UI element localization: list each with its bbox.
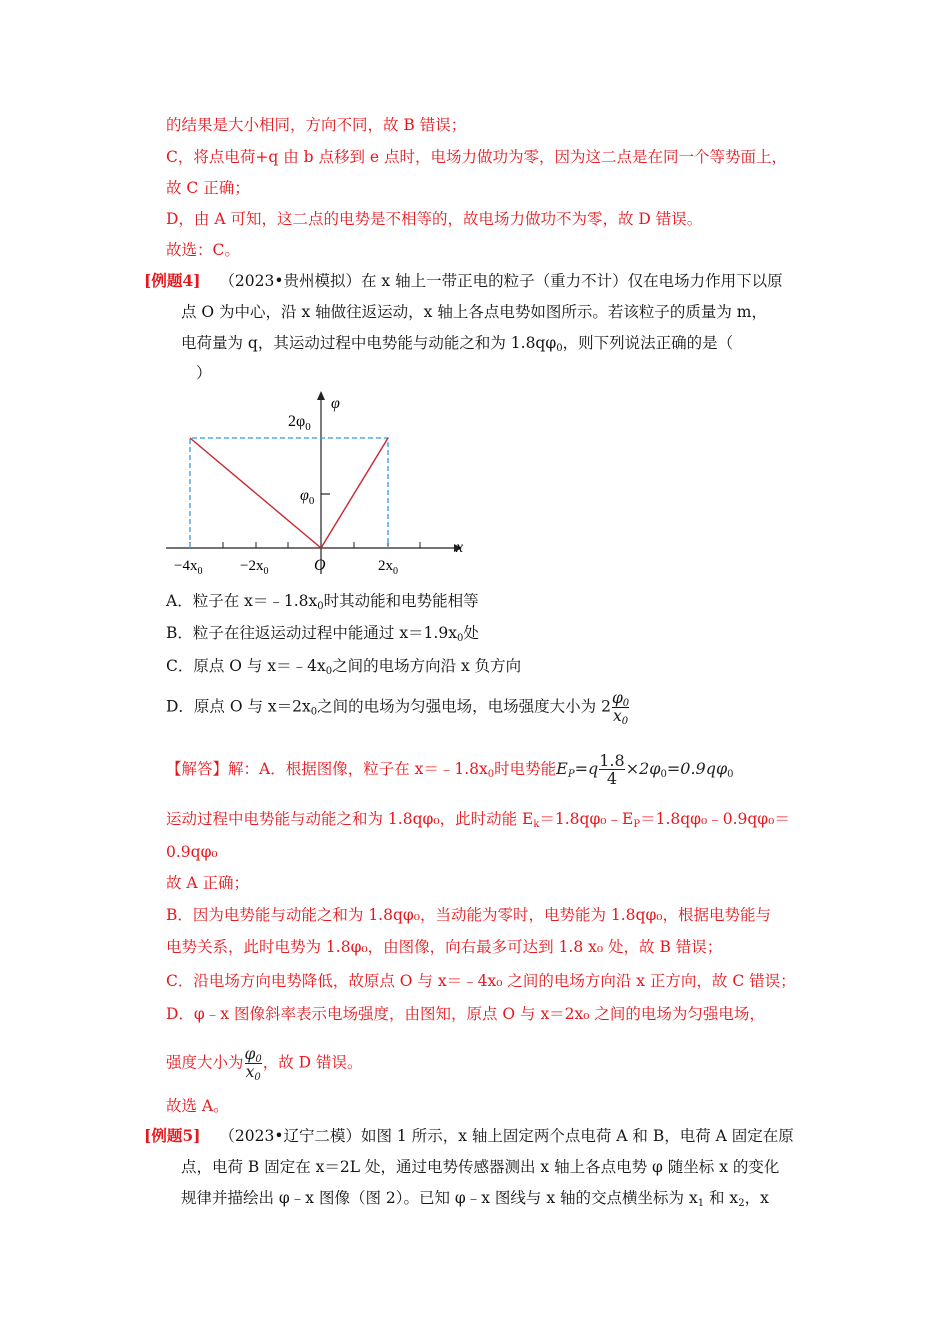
solution-b-line1: B．因为电势能与动能之和为 1.8qφ₀，当动能为零时，电势能为 1.8qφ₀，根据电势能与: [166, 906, 772, 924]
example5-question: [144, 1125, 794, 1147]
prev-solution-line: 的结果是大小相同，方向不同，故 B 错误；: [166, 116, 467, 134]
prev-option-d-line: D，由 A 可知，这二点的电势是不相等的，故电场力做功不为零，故 D 错误。: [166, 210, 703, 228]
potential-line-right: [321, 438, 388, 548]
x-axis-label: x: [456, 539, 464, 556]
option-b: B．粒子在往返运动过程中能通过 $x=1.9x_0$处: [166, 624, 479, 644]
solution-line2: 运动过程中电势能与动能之和为 1.8qφ₀，此时动能 $E_k=1.8q\varphi_0﹣E_P=1.8q\varphi_0﹣0.9q\varphi_0=$: [166, 810, 790, 830]
solution-line3: 0.9qφ₀: [166, 843, 218, 861]
question-line4: ）: [196, 364, 212, 382]
y-tick-label-2phi0: $2\varphi_0$: [288, 413, 311, 433]
x-tick-label-2x0: $2x_0$: [378, 558, 398, 577]
example4-question: [144, 270, 783, 292]
y-tick-label-phi0: $\varphi_0$: [300, 487, 315, 507]
option-d-fraction: $\frac{\varphi_0}{x_0}$: [611, 689, 630, 727]
option-a: A．粒子在 $x=﹣1.8x_0$时其动能和电势能相等: [166, 592, 479, 612]
prev-option-c-line2: 故 C 正确；: [166, 179, 250, 197]
solution-d-fraction: $\frac{\varphi_0}{x_0}$: [244, 1045, 262, 1083]
example5-line2: 点，电荷 B 固定在 x＝2L 处，通过电势传感器测出 x 轴上各点电势 φ 随坐标 x 的变化: [181, 1158, 780, 1176]
solution-d-line1: D．φ﹣x 图像斜率表示电场强度，由图知，原点 O 与 x＝2x₀ 之间的电场为匀强电场，: [166, 1005, 765, 1023]
solution-line4: 故 A 正确；: [166, 874, 250, 892]
phi-x-graph: [160, 388, 480, 584]
solution-b-line2: 电势关系，此时电势为 1.8φ₀，由图像，向右最多可达到 1.8 x₀ 处，故 B 错误；: [166, 938, 723, 956]
origin-label: O: [314, 557, 326, 574]
solution-c-line: C．沿电场方向电势降低，故原点 O 与 x＝﹣4x₀ 之间的电场方向沿 x 正方向，故 C 错误；: [166, 972, 796, 990]
solution-d-line2: 强度大小为 $\frac{\varphi_0}{x_0}$ ，故 D 错误。: [166, 1045, 363, 1083]
x-tick-label-neg2x0: $-2x_0$: [240, 558, 269, 577]
question-line2: 点 O 为中心，沿 x 轴做往返运动，x 轴上各点电势如图所示。若该粒子的质量为 m，: [181, 303, 767, 321]
y-axis-label: φ: [331, 395, 340, 412]
y-axis-arrow: [317, 391, 325, 400]
question-text: （2023•贵州模拟）在 x 轴上一带正电的粒子（重力不计）仅在电场力作用下以原: [219, 272, 783, 290]
ep-formula: $E_P=q$ $\frac{1.8}{4}$ $\times 2\varphi_0=0.9q\varphi_0$: [556, 751, 734, 788]
question-line3: 电荷量为 q，其运动过程中电势能与动能之和为 $1.8q\varphi_0$，则下列说法正确的是（: [181, 334, 734, 354]
option-c: C．原点 O 与 $x=﹣4x_0$之间的电场方向沿 x 负方向: [166, 657, 522, 677]
example5-line3: 规律并描绘出 φ﹣x 图像（图 2）。已知 φ﹣x 图线与 x 轴的交点横坐标为 $x_1$ 和 $x_2$，x: [181, 1189, 769, 1209]
solution-head: 【解答】解：A．根据图像，粒子在 $x=﹣1.8x_0$时电势能$E_P=q$ $\frac{1.8}{4}$ $\times 2\varphi_0=0.9q\varphi_0$: [166, 751, 734, 788]
prev-option-c-line1: C，将点电荷+q 由 b 点移到 e 点时，电场力做功为零，因为这二点是在同一个等势面上，: [166, 148, 788, 166]
question-text: （2023•辽宁二模）如图 1 所示，x 轴上固定两个点电荷 A 和 B，电荷 A 固定在原: [219, 1127, 794, 1145]
dashed-guide: [190, 438, 388, 548]
example-tag: [例题5]: [144, 1126, 201, 1145]
example-tag: [例题4]: [144, 271, 201, 290]
prev-answer: 故选：C。: [166, 241, 240, 259]
solution-answer: 故选 A。: [166, 1097, 229, 1115]
option-d: D．原点 O 与 $x=2x_0$之间的电场为匀强电场，电场强度大小为 2 $\frac{\varphi_0}{x_0}$: [166, 689, 630, 727]
x-tick-label-neg4x0: $-4x_0$: [174, 558, 203, 577]
